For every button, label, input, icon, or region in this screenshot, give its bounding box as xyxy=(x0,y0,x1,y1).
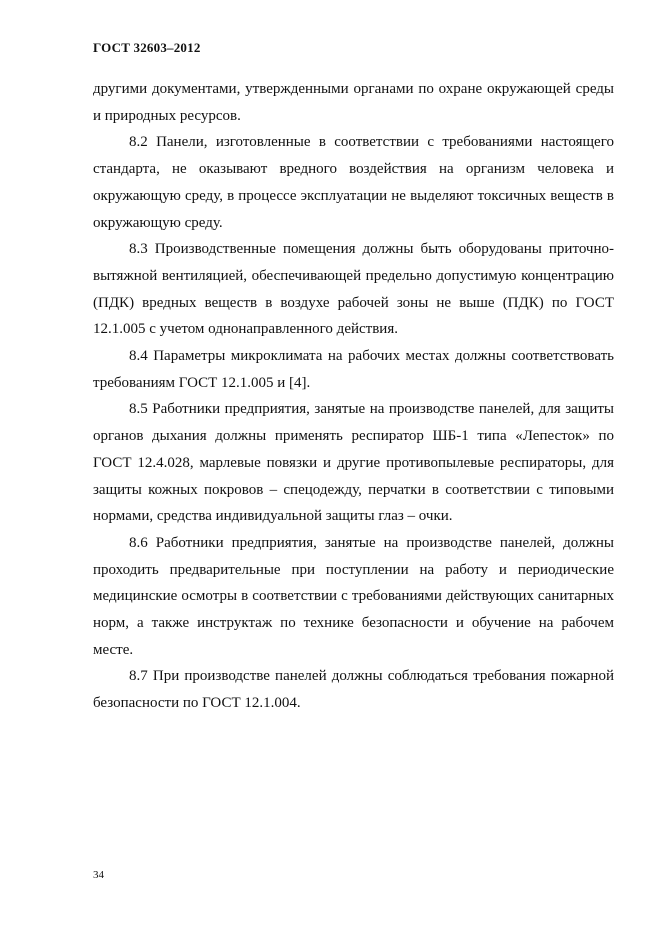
paragraph-8-2: 8.2 Панели, изготовленные в соответствии с требованиями настоящего стандарта, не оказывают вредного воздействия на организм человека и окружающую среду, в процессе эксплуатации не выделяют токсичных веществ в окружающую среду. xyxy=(93,134,614,231)
paragraph-8-7: 8.7 При производстве панелей должны соблюдаться требования пожарной безопасности по ГОСТ 12.1.004. xyxy=(93,668,614,712)
paragraph-8-3: 8.3 Производственные помещения должны быть оборудованы приточно-вытяжной вентиляцией, обеспечивающей предельно допустимую концентрацию (ПДК) вредных веществ в воздухе рабочей зоны не выше (ПДК) по ГОСТ 12.1.005 с учетом однонаправленного действия. xyxy=(93,241,614,338)
paragraph-8-4: 8.4 Параметры микроклимата на рабочих местах должны соответствовать требованиям ГОСТ 12.1.005 и [4]. xyxy=(93,348,614,391)
paragraph-8-5: 8.5 Работники предприятия, занятые на производстве панелей, для защиты органов дыхания должны применять респиратор ШБ-1 типа «Лепесток» по ГОСТ 12.4.028, марлевые повязки и другие противопылевые респираторы, для защиты кожных покровов – спецодежду, перчатки в соответствии с типовыми нормами, средства индивидуальной защиты глаз – очки. xyxy=(93,401,614,525)
page-number: 34 xyxy=(93,869,104,881)
paragraph-continuation: другими документами, утвержденными органами по охране окружающей среды и природных ресурсов. xyxy=(93,81,614,124)
paragraph-8-6: 8.6 Работники предприятия, занятые на производстве панелей, должны проходить предварительные при поступлении на работу и периодические медицинские осмотры в соответствии с требованиями действующих санитарных норм, а также инструктаж по технике безопасности и обучение на рабочем месте. xyxy=(93,534,614,658)
document-header-standard: ГОСТ 32603–2012 xyxy=(93,40,201,55)
document-body xyxy=(93,76,614,717)
